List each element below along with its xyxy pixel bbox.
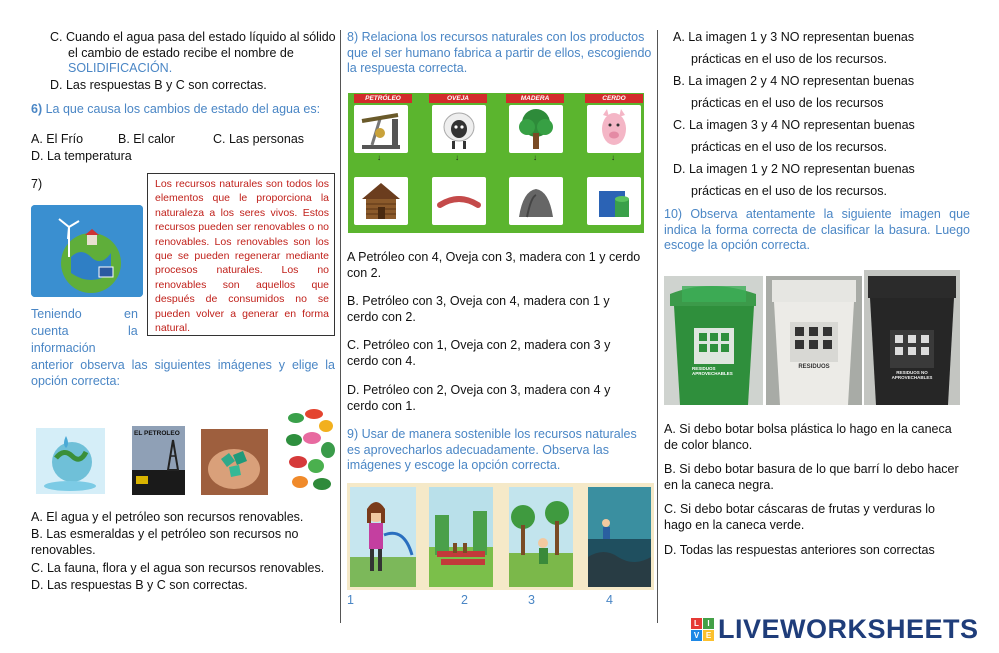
q10-option-d: D. Todas las respuestas anteriores son correctas [664,543,935,557]
q6-question: 6) La que causa los cambios de estado del agua es: [31,102,321,116]
q9-label-4: 4 [606,593,613,607]
arrow-down-icon: ↓ [377,153,381,162]
q7-option-d: D. Las respuestas B y C son correctas. [31,578,248,592]
solidificacion-highlight: SOLIDIFICACIÓN. [68,61,173,75]
q8-title: 8) Relaciona los recursos naturales con los productos que el ser humano fabrica a partir de ellos, escogiendo la respuesta correcta. [347,30,652,75]
q5-option-d: D. Las respuestas B y C son correctas. [50,78,267,92]
q9-option-a-line1: A. La imagen 1 y 3 NO representan buenas [673,30,915,44]
bin-green-image [664,276,763,405]
tab-madera: MADERA [506,94,564,103]
pumpjack-cell [354,105,408,153]
q9-option-d-line1: D. La imagen 1 y 2 NO representan buenas [673,162,915,176]
q7-text-cuenta: cuenta [31,324,69,338]
q9-option-d-line2: prácticas en el uso de los recursos. [691,184,887,198]
q7-text-teniendo: Teniendo [31,307,82,321]
q10-title: 10) Observa atentamente la siguiente imagen que indica la forma correcta de clasificar la basura. Luego escoge la opción correcta. [664,207,970,252]
q6-option-a: A. El Frío [31,132,84,146]
bin-green-label: RESIDUOS APROVECHABLES [692,366,733,376]
q7-option-c: C. La fauna, flora y el agua son recursos renovables. [31,561,325,575]
scene-2-cut-forest [429,487,493,587]
natural-resources-note: Los recursos naturales son todos los elementos que le proporciona la naturaleza a los seres vivos. Estos recursos pueden ser renovables o no renovables. Los renovables son los que se pueden regenerar mediante procesos naturales. Los no renovables son aquellos que después de consumidos no se pueden volver a generar en forma natural. [147,173,335,336]
q8-option-a: A Petróleo con 4, Oveja con 3, madera con 1 y cerdo con 2. [347,250,641,280]
q7-option-b: B. Las esmeraldas y el petróleo son recursos no renovables. [31,527,299,557]
q6-option-b: B. El calor [118,132,175,146]
q7-text-la: la [128,324,138,338]
q10-option-a: A. Si debo botar bolsa plástica lo hago en la caneca de color blanco. [664,422,952,452]
emeralds-image [201,429,268,495]
q7-text-informacion: información [31,341,96,355]
tab-petroleo: PETRÓLEO [354,94,412,103]
sheep-cell [432,105,486,153]
logo-badge-icon: L I V E [691,618,714,641]
q5-option-c: C. Cuando el agua pasa del estado líquido al sólido el cambio de estado recibe el nombre de SOLIDIFICACIÓN. [50,30,336,75]
earth-windmill-image [31,205,143,297]
q8-option-d: D. Petróleo con 2, Oveja con 3, madera con 4 y cerdo con 1. [347,383,611,413]
arrow-down-icon: ↓ [455,153,459,162]
logo-brand-text: LIVEWORKSHEETS [718,613,979,644]
bin-white-label: RESIDUOS [798,364,830,370]
tab-cerdo: CERDO [585,94,643,103]
q7-number: 7) [31,177,43,191]
q9-option-b-line1: B. La imagen 2 y 4 NO representan buenas [673,74,915,88]
q9-option-a-line2: prácticas en el uso de los recursos. [691,52,887,66]
water-image [36,428,105,494]
q6-option-c: C. Las personas [213,132,305,146]
scene-4-polluted-sea [588,487,651,587]
plastic-bag-cell [587,177,641,225]
q9-label-3: 3 [528,593,535,607]
sausage-cell [432,177,486,225]
liveworksheets-logo[interactable] [691,614,979,644]
q9-option-c-line2: prácticas en el uso de los recursos. [691,140,887,154]
bin-black-label: RESIDUOS NO APROVECHABLES [891,370,933,380]
arrow-down-icon: ↓ [533,153,537,162]
sustainability-strip [347,483,654,590]
q9-option-c-line1: C. La imagen 3 y 4 NO representan buenas [673,118,915,132]
column-divider-right [657,30,658,623]
pig-cell [587,105,641,153]
q6-option-d: D. La temperatura [31,149,132,163]
q7-option-a: A. El agua y el petróleo son recursos renovables. [31,510,304,524]
resources-products-image [348,93,644,233]
tree-cell [509,105,563,153]
arrow-down-icon: ↓ [611,153,615,162]
bin-white-image [766,276,862,405]
flora-fauna-image [284,404,336,496]
q8-option-b: B. Petróleo con 3, Oveja con 4, madera con 1 y cerdo con 2. [347,294,610,324]
q7-text-en: en [124,307,138,321]
q9-label-1: 1 [347,593,354,607]
wool-cell [509,177,563,225]
q9-label-2: 2 [461,593,468,607]
wood-house-cell [354,177,408,225]
q8-option-c: C. Petróleo con 1, Oveja con 2, madera con 3 y cerdo con 4. [347,338,611,368]
bin-black-image [864,270,960,405]
tab-oveja: OVEJA [429,94,487,103]
petroleum-label: EL PETROLEO [134,430,180,437]
scene-3-planting [509,487,573,587]
q9-option-b-line2: prácticas en el uso de los recursos [691,96,884,110]
q9-title: 9) Usar de manera sostenible los recursos naturales es aprovecharlos adecuadamente. Observa las imágenes y escoge la opción correcta. [347,427,637,472]
column-divider-left [340,30,341,623]
q7-instruction: anterior observa las siguientes imágenes y elige la opción correcta: [31,358,335,388]
petroleum-image [132,426,185,495]
scene-1-woman-hose [350,487,416,587]
q10-option-c: C. Si debo botar cáscaras de frutas y verduras lo hago en la caneca verde. [664,502,935,532]
q10-option-b: B. Si debo botar basura de lo que barrí lo debo hacer en la caneca negra. [664,462,959,492]
